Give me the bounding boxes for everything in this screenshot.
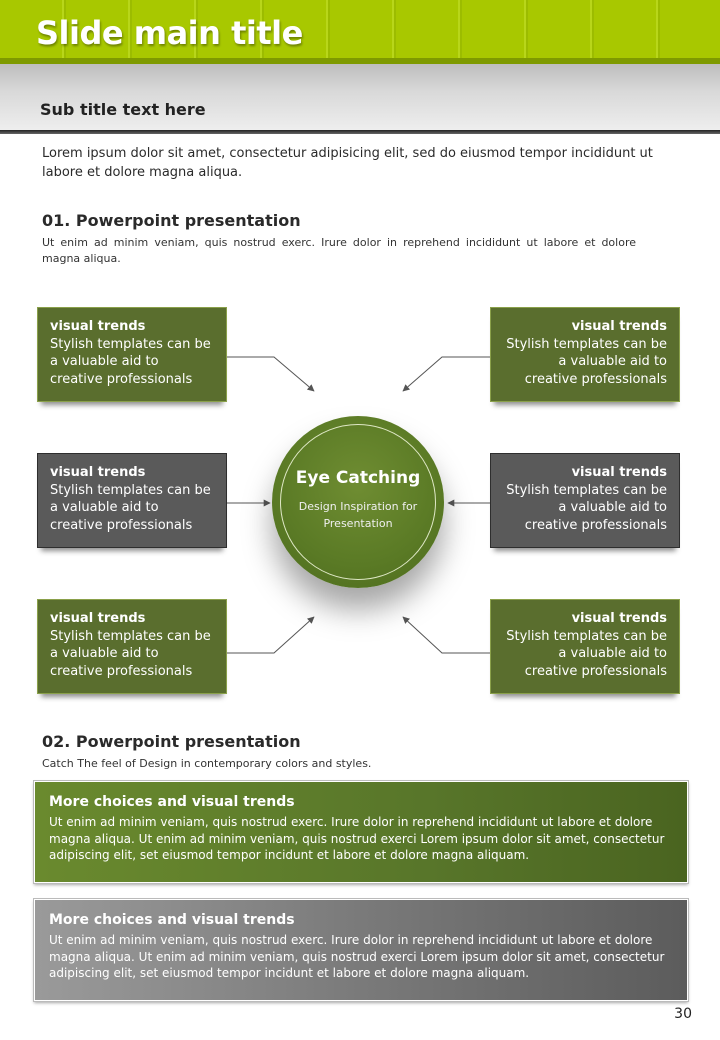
connector-bottom-left (227, 617, 314, 653)
diagram-box-middle-left (37, 453, 227, 548)
slide-main-title: Slide main title (36, 14, 303, 52)
section1-title: 01. Powerpoint presentation (42, 211, 301, 230)
connector-bottom-right (403, 617, 490, 653)
center-circle-subtitle: Design Inspiration for Presentation (298, 500, 418, 530)
diagram-box-bottom-right (490, 599, 680, 694)
center-circle-title: Eye Catching (295, 468, 421, 488)
diagram-box-top-right (490, 307, 680, 402)
box-title: visual trends (571, 319, 667, 334)
box-title: visual trends (571, 611, 667, 626)
box-text: Stylish templates can be a valuable aid to creative professionals (50, 482, 211, 533)
box-title: visual trends (50, 319, 146, 334)
diagram-box-top-left (37, 307, 227, 402)
center-circle (272, 416, 444, 588)
panel-title: More choices and visual trends (49, 794, 295, 810)
page-number: 30 (674, 1006, 692, 1022)
box-text: Stylish templates can be a valuable aid to creative professionals (50, 628, 211, 679)
info-panel-green (34, 781, 688, 883)
box-title: visual trends (50, 465, 146, 480)
box-text: Stylish templates can be a valuable aid to creative professionals (506, 336, 667, 387)
box-title: visual trends (50, 611, 146, 626)
box-text: Stylish templates can be a valuable aid to creative professionals (50, 336, 211, 387)
diagram-box-bottom-left (37, 599, 227, 694)
panel-body: Ut enim ad minim veniam, quis nostrud exerc. Irure dolor in reprehend incididunt ut labore et dolore magna aliqua. Ut enim ad minim veniam, quis nostrud exerci Lorem ipsum dolor sit amet, consectetur adipiscing elit, set eiusmod tempor incidunt et labore et dolore magna aliquam. (49, 933, 665, 980)
intro-paragraph: Lorem ipsum dolor sit amet, consectetur adipisicing elit, sed do eiusmod tempor incididunt ut labore et dolore magna aliqua. (42, 146, 653, 180)
section2-title: 02. Powerpoint presentation (42, 732, 301, 751)
connector-top-right (403, 357, 490, 391)
panel-body: Ut enim ad minim veniam, quis nostrud exerc. Irure dolor in reprehend incididunt ut labore et dolore magna aliqua. Ut enim ad minim veniam, quis nostrud exerci Lorem ipsum dolor sit amet, consectetur adipiscing elit, set eiusmod tempor incidunt et labore et dolore magna aliquam. (49, 815, 665, 862)
box-text: Stylish templates can be a valuable aid to creative professionals (506, 628, 667, 679)
diagram-box-middle-right (490, 453, 680, 548)
connector-top-left (227, 357, 314, 391)
box-text: Stylish templates can be a valuable aid to creative professionals (506, 482, 667, 533)
box-title: visual trends (571, 465, 667, 480)
subtitle-band (0, 64, 720, 130)
section2-description: Catch The feel of Design in contemporary colors and styles. (42, 757, 372, 770)
section1-description: Ut enim ad minim veniam, quis nostrud exerc. Irure dolor in reprehend incididunt ut labore et dolore magna aliqua. (42, 236, 636, 265)
slide-subtitle: Sub title text here (40, 100, 206, 119)
info-panel-gray (34, 899, 688, 1001)
header-divider (0, 130, 720, 134)
center-circle-disc (272, 416, 444, 588)
panel-title: More choices and visual trends (49, 912, 295, 928)
